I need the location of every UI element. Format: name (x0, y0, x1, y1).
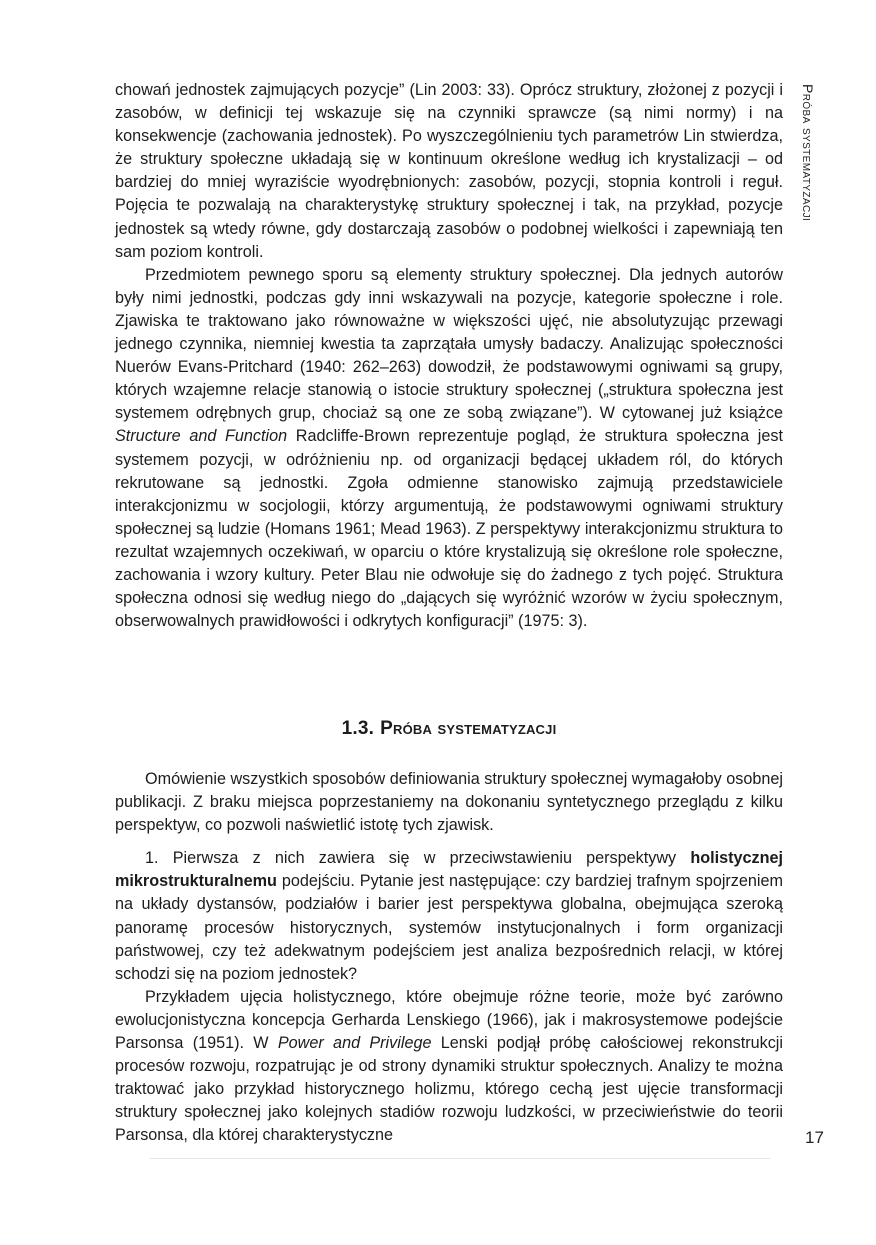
section-title: Próba systematyzacji (380, 718, 557, 739)
paragraph-text: Omówienie wszystkich sposobów definiowania struktury społecznej wymagałoby osobnej publikacji. Z braku miejsca poprzestaniemy na dokonaniu syntetycznego przeglądu z kilku perspektyw, co pozwoli naświetlić istotę tych zjawisk. (115, 770, 783, 835)
running-head: Próba systematyzacji (800, 84, 816, 222)
paragraph (115, 264, 783, 634)
scan-artifact-line (150, 1158, 770, 1159)
paragraph (115, 79, 783, 264)
page-number: 17 (805, 1128, 824, 1147)
body-text-top (115, 79, 783, 633)
paragraph-text: 1. Pierwsza z nich zawiera się w przeciwstawieniu perspektywy (145, 849, 691, 868)
paragraph (115, 847, 783, 986)
paragraph (115, 986, 783, 1148)
section-number: 1.3. (341, 718, 375, 739)
paragraph-text: chowań jednostek zajmujących pozycje” (Lin 2003: 33). Oprócz struktury, złożonej z pozycji i zasobów, w definicji tej wskazuje się na czynniki sprawcze (są nimi normy) i na konsekwencje (zachowania jednostek). Po wyszczególnieniu tych parametrów Lin stwierdza, że struktury społeczne układają się w kontinuum określone według ich krystalizacji – od bardziej do mniej wyraziście wyodrębnionych: zasobów, pozycji, stopnia kontroli i reguł. Pojęcia te pozwalają na charakterystykę struktury społecznej i tak, na przykład, pozycje jednostek są wtedy równe, gdy dostarczają zasobów o podobnej wielkości i zapewniają ten sam poziom kontroli. (115, 81, 783, 261)
paragraph-text: Radcliffe-Brown reprezentuje pogląd, że struktura społeczna jest systemem pozycji, w odróżnieniu np. od organizacji będącej układem ról, do których rekrutowane są jednostki. Zgoła odmienne stanowisko zajmują przedstawiciele interakcjonizmu w socjologii, którzy argumentują, że podstawowymi ogniwami struktury społecznej są ludzie (Homans 1961; Mead 1963). Z perspektywy interakcjonizmu struktura to rezultat wzajemnych oczekiwań, w oparciu o które krystalizują się określone role społeczne, zachowania i wzory kultury. Peter Blau nie odwołuje się do żadnego z tych pojęć. Struktura społeczna odnosi się według niego do „dających się wyróżnić wzorów w życiu społecznym, obserwowalnych prawidłowości i odkrytych konfiguracji” (1975: 3). (115, 427, 783, 631)
paragraph-text: Lenski podjął próbę całościowej rekonstrukcji procesów rozwoju, rozpatrując je od strony dynamiki struktur społecznych. Analizy te można traktować jako przykład historycznego holizmu, którego cechą jest ujęcie transformacji struktury społecznej jako kolejnych stadiów rozwoju ludzkości, w przeciwieństwie do teorii Parsonsa, dla której charakterystyczne (115, 1034, 783, 1145)
section-heading (115, 718, 783, 740)
paragraph-text: Przedmiotem pewnego sporu są elementy struktury społecznej. Dla jednych autorów były nimi jednostki, podczas gdy inni wskazywali na pozycje, kategorie społeczne i role. Zjawiska te traktowano jako równoważne w większości ujęć, nie absolutyzując przewagi jednego czynnika, niemniej kwestia ta zaprzątała umysły badaczy. Analizując społeczności Nuerów Evans-Pritchard (1940: 262–263) dowodził, że podstawowymi ogniwami są grupy, których wzajemne relacje stanowią o istocie struktury społecznej („struktura społeczna jest systemem odrębnych grup, chociaż są one ze sobą związane”). W cytowanej już książce (115, 265, 783, 423)
book-title: Power and Privilege (277, 1034, 432, 1053)
paragraph-text: Przykładem ujęcia holistycznego, które obejmuje różne teorie, może być zarówno ewolucjonistyczna koncepcja Gerharda Lenskiego (1966), jak i makrosystemowe podejście Parsonsa (1951). W (115, 987, 783, 1053)
paragraph (115, 768, 783, 837)
emphasis: holistycznej mikrostrukturalnemu (115, 849, 783, 891)
paragraph-text: podejściu. Pytanie jest następujące: czy bardziej trafnym spojrzeniem na układy dystansów, podziałów i barier jest perspektywa globalna, obejmująca szeroką panoramę procesów historycznych, systemów instytucjonalnych i form organizacji państwowej, czy też adekwatnym podejściem jest analiza bezpośrednich relacji, w której schodzi się na poziom jednostek? (115, 872, 783, 983)
book-title: Structure and Function (115, 427, 288, 446)
body-text-bottom (115, 768, 783, 1148)
